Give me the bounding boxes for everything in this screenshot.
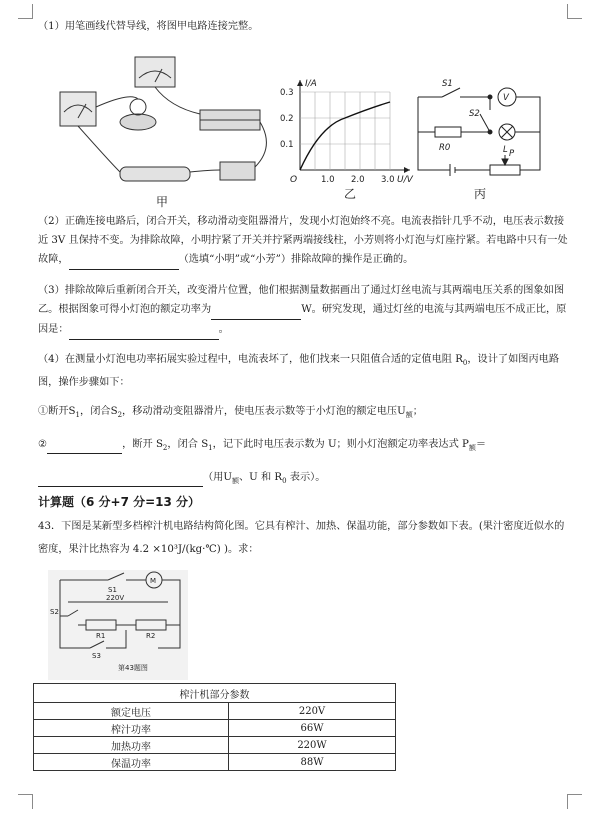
step-text: 表示）。 (286, 472, 326, 483)
param-key: 保温功率 (34, 754, 229, 771)
subscript: 2 (162, 444, 168, 453)
subscript: 1 (75, 411, 81, 420)
graph-figure-yi (280, 79, 414, 185)
section-title: 计算题（6 分+7 分=13 分） (38, 495, 201, 509)
graph-y-tick: 0.2 (280, 114, 294, 124)
table-title: 榨汁机部分参数 (34, 684, 396, 703)
param-value: 88W (229, 754, 396, 771)
param-key: 额定电压 (34, 703, 229, 720)
answer-blank[interactable] (38, 469, 203, 487)
figure-bing-label: 丙 (473, 187, 487, 201)
subscript: 2 (117, 411, 123, 420)
step-text: 、U 和 R (238, 472, 283, 483)
step-text: ，闭合S (80, 406, 118, 417)
fig43-label-r2: R2 (146, 632, 156, 640)
table-row (34, 737, 396, 754)
graph-y-tick: 0.1 (280, 140, 294, 150)
graph-x-tick: 1.0 (321, 175, 335, 185)
circuit-label-l: L (503, 145, 508, 155)
question-1-text: （1）用笔画线代替导线，将图甲电路连接完整。 (38, 21, 259, 32)
question-3 (38, 281, 573, 340)
step-text: ，闭合 S (167, 439, 209, 450)
step-text: ，断开 S (122, 439, 163, 450)
param-value: 220V (229, 703, 396, 720)
table-row (34, 720, 396, 737)
param-key: 加热功率 (34, 737, 229, 754)
step-text: ，移动滑动变阻器滑片，使电压表示数等于小灯泡的额定电压U (122, 406, 406, 417)
subscript: 0 (462, 359, 468, 368)
fig43-caption: 第43题图 (118, 664, 148, 672)
subscript: 额 (405, 411, 413, 420)
page-corner-mark (18, 4, 33, 19)
graph-origin: O (290, 175, 298, 185)
figure-jia-label: 甲 (155, 195, 169, 209)
step-text: ； (412, 406, 423, 417)
fig43-label-s2: S2 (50, 608, 59, 616)
graph-x-tick: 2.0 (351, 175, 365, 185)
question-3-text-mid: W。研究发现，通过灯丝的电流与其两端电压不成正比，原因是： (38, 304, 567, 335)
step-text: ＝ (475, 439, 487, 450)
fig43-voltage: 220V (106, 594, 125, 602)
answer-blank[interactable] (47, 436, 122, 454)
graph-y-axis-label: I/A (305, 79, 317, 89)
step-text: ①断开S (38, 406, 76, 417)
question-43 (38, 515, 573, 561)
question-2-text: （2）正确连接电路后，闭合开关，移动滑动变阻器滑片，发现小灯泡始终不亮。电流表指针几乎不动，电压表示数接近 3V 且保持不变。为排除故障，小明拧紧了开关并拧紧两端接线柱，小芳则将小灯泡与灯座拧紧。若电路中只有一处故障， (38, 216, 568, 265)
subscript: 1 (208, 444, 213, 453)
table-row (34, 703, 396, 720)
question-3-text-end: 。 (218, 324, 229, 335)
circuit-figure-bing (418, 88, 540, 176)
answer-blank[interactable] (69, 320, 219, 340)
graph-x-axis-label: U/V (397, 175, 413, 185)
fig43-label-r1: R1 (96, 632, 106, 640)
circuit-label-v: V (503, 93, 509, 103)
apparatus-figure-jia (60, 57, 266, 181)
circuit-label-p: P (509, 149, 515, 159)
fig43-label-m: M (150, 577, 157, 585)
table-header-row (34, 684, 396, 703)
table-row (34, 754, 396, 771)
fig43-label-s3: S3 (92, 652, 101, 660)
question-43-text: 43．下图是某新型多档榨汁机电路结构简化图。它具有榨汁、加热、保温功能，部分参数如下表。(果汁密度近似水的密度，果汁比热容为 4.2 ×10³J/(kg·℃) )。求： (38, 521, 565, 555)
question-2 (38, 212, 573, 270)
param-value: 220W (229, 737, 396, 754)
step-text: ② (38, 439, 48, 450)
answer-blank[interactable] (211, 300, 301, 320)
question-4 (38, 350, 573, 392)
page-corner-mark (567, 4, 582, 19)
subscript: 额 (231, 477, 239, 486)
figures-row (50, 52, 560, 212)
question-1 (38, 18, 568, 35)
subscript: 额 (468, 444, 476, 453)
param-value: 66W (229, 720, 396, 737)
answer-blank[interactable] (69, 250, 179, 270)
question-2-text-end: （选填“小明”或“小芳”）排除故障的操作是正确的。 (178, 254, 414, 265)
question-4-text-end: ，设计了如图丙电路图，操作步骤如下： (38, 354, 560, 389)
fig43-label-s1: S1 (108, 586, 117, 594)
subscript: 0 (282, 477, 287, 486)
step-1 (38, 403, 568, 424)
figure-yi-label: 乙 (343, 187, 357, 201)
circuit-label-s2: S2 (469, 109, 480, 119)
page-corner-mark (18, 794, 33, 809)
juicer-circuit-figure (48, 570, 188, 680)
question-3-text: （3）排除故障后重新闭合开关，改变滑片位置，他们根据测量数据画出了通过灯丝电流与其两端电压关系的图象如图乙。根据图象可得小灯泡的额定功率为 (38, 285, 565, 315)
step-text: ，记下此时电压表示数为 U；则小灯泡额定功率表达式 P (212, 439, 469, 450)
graph-y-tick: 0.3 (280, 88, 294, 98)
params-table (33, 683, 396, 771)
param-key: 榨汁功率 (34, 720, 229, 737)
page-corner-mark (567, 794, 582, 809)
question-4-text: （4）在测量小灯泡电功率拓展实验过程中，电流表坏了，他们找来一只阻值合适的定值电阻 R (38, 354, 463, 365)
circuit-label-s1: S1 (442, 79, 453, 89)
step-2 (38, 436, 568, 457)
graph-x-tick: 3.0 (381, 175, 395, 185)
step-text: （用U (203, 472, 232, 483)
circuit-label-r0: R0 (439, 143, 451, 153)
step-2-continued (38, 469, 568, 490)
